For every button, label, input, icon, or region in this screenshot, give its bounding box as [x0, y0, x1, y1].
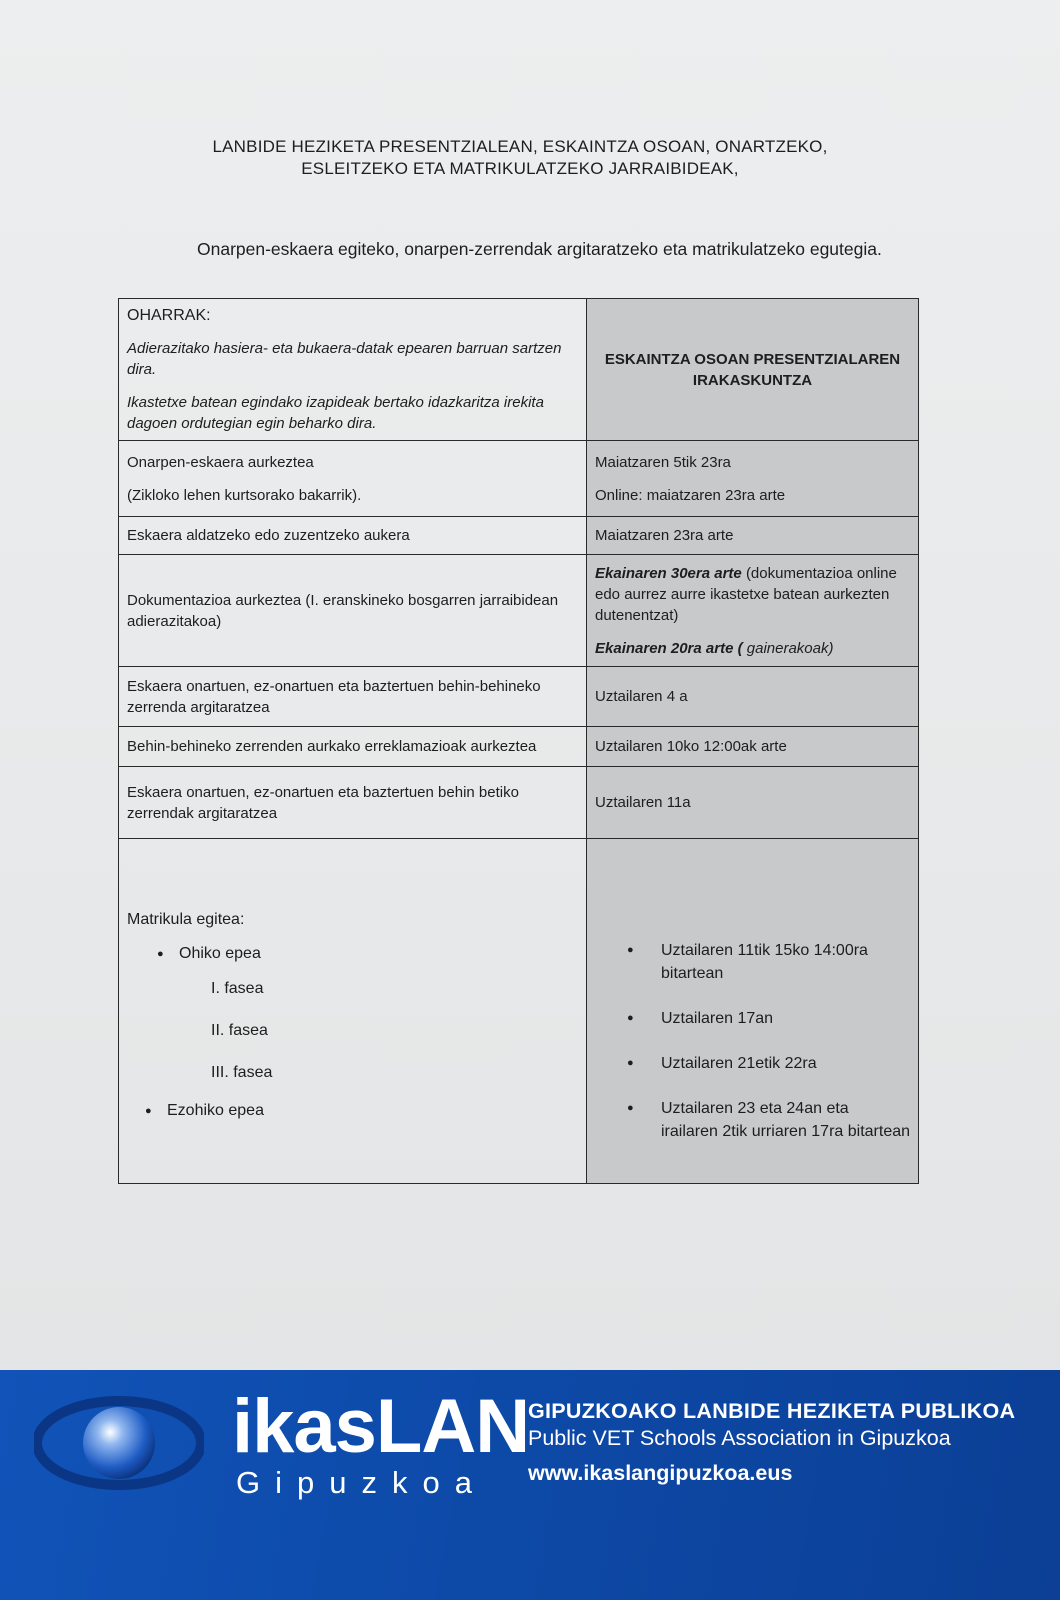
enrollment-dates-cell	[587, 839, 919, 1184]
table-row	[119, 767, 919, 839]
date-extraordinary: Uztailaren 23 eta 24an eta irailaren 2tik urriaren 17ra bitartean	[661, 1100, 911, 1140]
ikaslan-globe-icon	[34, 1388, 204, 1498]
phase-2: II. fasea	[211, 1021, 268, 1039]
table-row	[119, 667, 919, 727]
date-phase-3: Uztailaren 21etik 22ra	[661, 1055, 817, 1072]
note-1: Adierazitako hasiera- eta bukaera-datak epearen barruan sartzen dira.	[127, 340, 562, 378]
row-label: Behin-behineko zerrenden aurkako erreklamazioak aurkeztea	[119, 727, 587, 767]
row3-date-a-bold: Ekainaren 30era arte	[595, 564, 746, 582]
row-date: Uztailaren 4 a	[587, 667, 919, 727]
table-row	[119, 441, 919, 517]
row3-date-b	[595, 638, 910, 659]
row1-date-b: Online: maiatzaren 23ra arte	[595, 486, 786, 504]
brand-name: ikasLAN	[232, 1384, 530, 1469]
table-row	[119, 299, 919, 441]
row-label: Eskaera onartuen, ez-onartuen eta baztertuen behin-behineko zerrenda argitaratzea	[119, 667, 587, 727]
title-line-1: LANBIDE HEZIKETA PRESENTZIALEAN, ESKAINTZA OSOAN, ONARTZEKO,	[212, 137, 828, 156]
brand-region: Gipuzkoa	[236, 1465, 487, 1500]
title-line-2: ESLEITZEKO ETA MATRIKULATZEKO JARRAIBIDEAK,	[301, 159, 739, 178]
list-item	[627, 939, 910, 985]
row-date: Uztailaren 10ko 12:00ak arte	[587, 727, 919, 767]
table-row	[119, 517, 919, 555]
row-label: Eskaera onartuen, ez-onartuen eta baztertuen behin betiko zerrendak argitaratzea	[119, 767, 587, 839]
row3-date-a	[595, 563, 910, 626]
banner-line-2: Public VET Schools Association in Gipuzkoa	[528, 1426, 951, 1450]
date-phase-2: Uztailaren 17an	[661, 1010, 774, 1027]
document-title	[150, 136, 890, 180]
row-date	[587, 441, 919, 517]
list-item	[627, 1052, 910, 1075]
row-label: Dokumentazioa aurkeztea (I. eranskineko bosgarren jarraibidean adierazitakoa)	[119, 555, 587, 667]
phase-3: III. fasea	[211, 1063, 273, 1081]
note-2: Ikastetxe batean egindako izapideak bertako idazkaritza irekita dagoen ordutegian egin beharko dira.	[127, 394, 544, 432]
table-row	[119, 839, 919, 1184]
list-item	[145, 1100, 578, 1122]
table-row	[119, 727, 919, 767]
intro-paragraph: Onarpen-eskaera egiteko, onarpen-zerrendak argitaratzeko eta matrikulatzeko egutegia.	[197, 239, 882, 259]
extraordinary-period: Ezohiko epea	[167, 1101, 264, 1119]
row-date	[587, 555, 919, 667]
row-date: Uztailaren 11a	[587, 767, 919, 839]
schedule-table	[118, 298, 919, 1184]
list-item	[627, 1007, 910, 1030]
row3-date-b-rest: gainerakoak)	[742, 639, 834, 657]
list-item	[157, 943, 578, 1084]
enrollment-dates	[627, 939, 910, 1143]
column-header: ESKAINTZA OSOAN PRESENTZIALAREN IRAKASKUNTZA	[587, 299, 919, 441]
enrollment-title: Matrikula egitea:	[127, 910, 245, 928]
row1-label-b: (Zikloko lehen kurtsorako bakarrik).	[127, 486, 362, 504]
row3-date-b-bold: Ekainaren 20ra arte (	[595, 639, 743, 657]
row-label	[119, 441, 587, 517]
row1-date-a: Maiatzaren 5tik 23ra	[595, 453, 731, 471]
footer-banner	[0, 1370, 1060, 1600]
banner-url[interactable]: www.ikaslangipuzkoa.eus	[528, 1461, 793, 1485]
enrollment-periods	[157, 943, 578, 1122]
list-item	[627, 1097, 910, 1143]
enrollment-cell	[119, 839, 587, 1184]
notes-title: OHARRAK:	[127, 307, 211, 324]
row1-label-a: Onarpen-eskaera aurkeztea	[127, 453, 314, 471]
banner-line-1: GIPUZKOAKO LANBIDE HEZIKETA PUBLIKOA	[528, 1399, 1016, 1423]
table-row	[119, 555, 919, 667]
date-phase-1: Uztailaren 11tik 15ko 14:00ra bitartean	[661, 942, 868, 982]
ordinary-period: Ohiko epea	[179, 944, 261, 962]
row-date: Maiatzaren 23ra arte	[587, 517, 919, 555]
phase-1: I. fasea	[211, 979, 264, 997]
row-label: Eskaera aldatzeko edo zuzentzeko aukera	[119, 517, 587, 555]
row3-date-a-rest: (dokumentazioa online edo aurrez aurre ikastetxe batean aurkezten dutenentzat)	[595, 564, 897, 624]
notes-cell	[119, 299, 587, 441]
banner-text	[528, 1398, 1015, 1487]
